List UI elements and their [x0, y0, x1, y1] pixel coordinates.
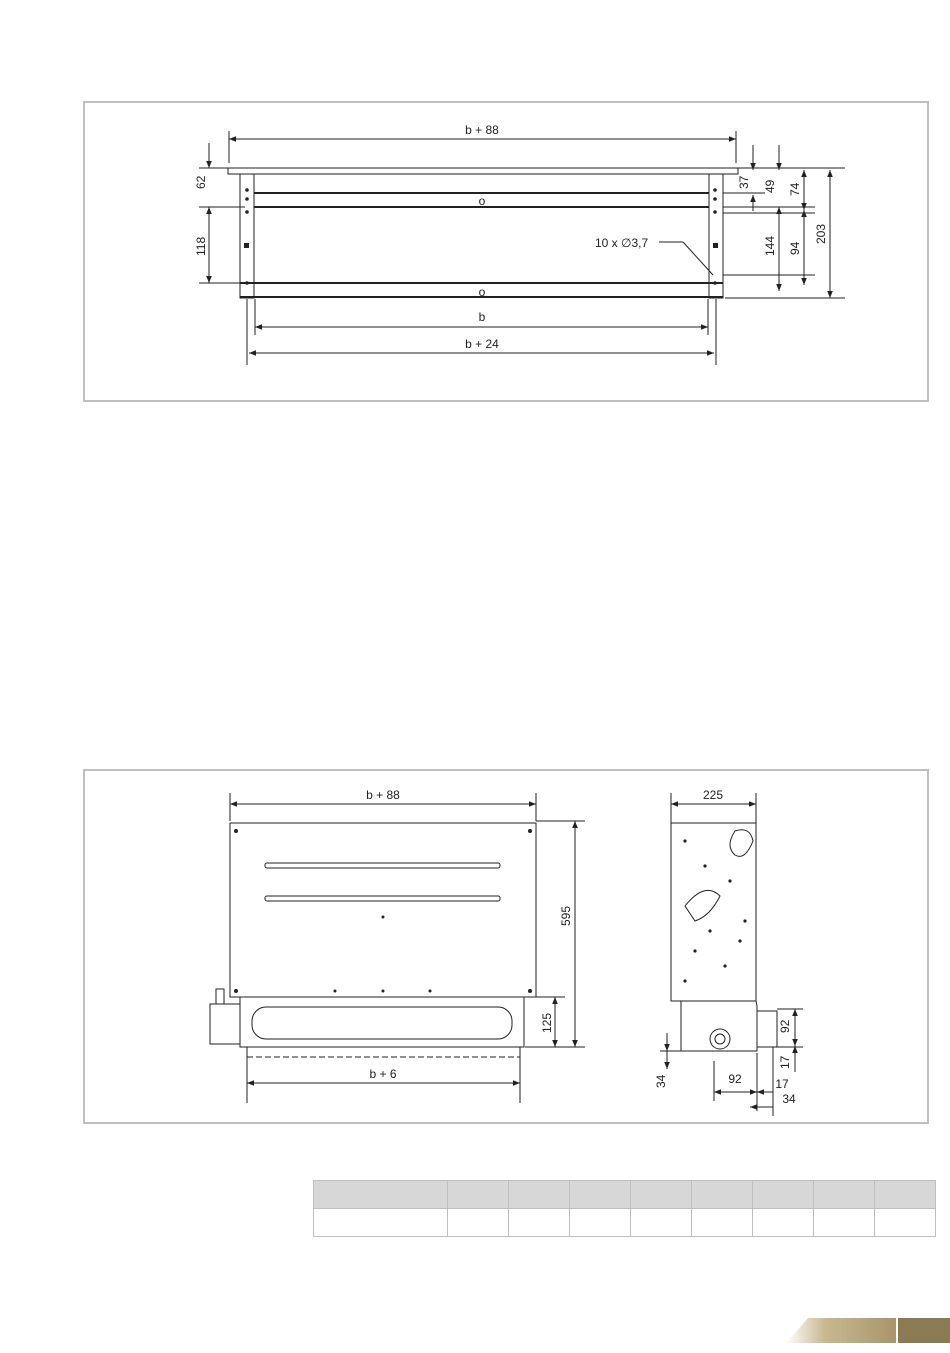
right-dim-49-label: 49: [763, 179, 777, 193]
top-width-total-label: b + 88: [465, 123, 499, 137]
right-dim-144-label: 144: [763, 235, 777, 256]
front-side-drawing: [85, 771, 931, 1126]
table-cell: [570, 1209, 631, 1237]
table-row: [314, 1209, 936, 1237]
side-dim-17-vertical-label: 17: [778, 1055, 792, 1069]
table-cell: [875, 1209, 936, 1237]
side-dim-92-vertical-label: 92: [778, 1019, 792, 1033]
rail-marker-upper: o: [478, 194, 486, 208]
front-height-total-label: 595: [559, 905, 573, 926]
table-cell: [814, 1209, 875, 1237]
holes-callout-label: 10 x ∅3,7: [595, 236, 649, 250]
table-header-cell: [509, 1181, 570, 1209]
rail-marker-lower: o: [478, 285, 486, 299]
right-dim-203-label: 203: [814, 223, 828, 244]
side-dim-17-horizontal-label: 17: [775, 1077, 789, 1091]
left-dim-118-label: 118: [194, 236, 208, 256]
table-header-cell: [814, 1181, 875, 1209]
table-cell: [692, 1209, 753, 1237]
spec-table-header-row: [314, 1181, 936, 1209]
front-height-lower-label: 125: [540, 1012, 554, 1033]
right-dim-94-label: 94: [788, 241, 802, 255]
top-width-inner-label: b: [478, 310, 486, 324]
right-dim-37-label: 37: [737, 175, 751, 189]
table-header-cell: [448, 1181, 509, 1209]
table-cell: [631, 1209, 692, 1237]
table-cell: [753, 1209, 814, 1237]
side-dim-92-horizontal-label: 92: [728, 1072, 742, 1086]
right-dim-74-label: 74: [788, 182, 802, 196]
table-header-cell: [692, 1181, 753, 1209]
front-side-drawing-panel: [83, 769, 929, 1124]
top-view-drawing-panel: [83, 101, 929, 402]
table-cell: [314, 1209, 448, 1237]
table-cell: [448, 1209, 509, 1237]
table-header-cell: [314, 1181, 448, 1209]
table-header-cell: [753, 1181, 814, 1209]
front-width-total-label: b + 88: [366, 788, 400, 802]
top-view-drawing: [85, 103, 931, 404]
table-cell: [509, 1209, 570, 1237]
left-dim-62-label: 62: [194, 175, 208, 189]
front-width-bottom-label: b + 6: [369, 1067, 397, 1081]
table-header-cell: [631, 1181, 692, 1209]
table-header-cell: [570, 1181, 631, 1209]
top-width-mid-label: b + 24: [465, 337, 499, 351]
side-dim-34-horizontal-label: 34: [782, 1092, 796, 1106]
side-depth-label: 225: [702, 788, 724, 802]
spec-table: [313, 1180, 936, 1237]
table-header-cell: [875, 1181, 936, 1209]
side-dim-34-vertical-label: 34: [654, 1074, 668, 1088]
footer-page-tab: [786, 1318, 950, 1343]
